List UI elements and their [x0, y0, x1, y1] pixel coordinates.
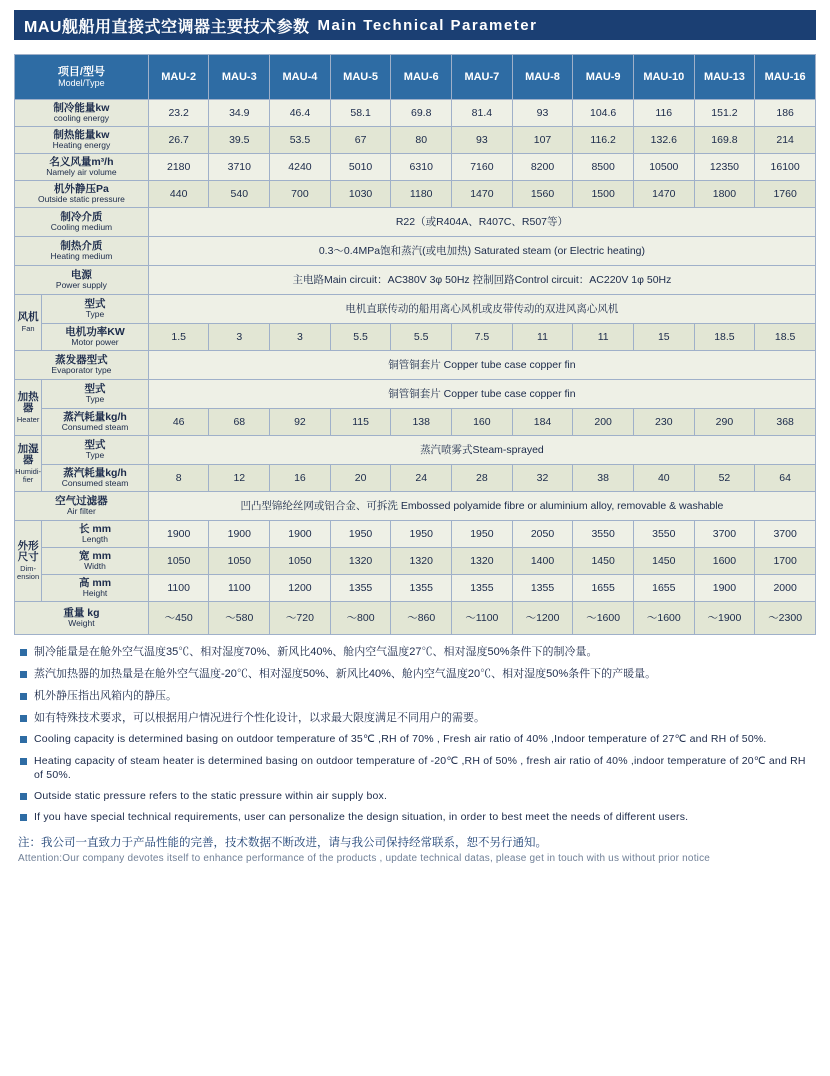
cell: 11: [573, 324, 634, 351]
header-model-10: MAU-16: [755, 55, 816, 100]
cell-power-supply: 主电路Main circuit：AC380V 3φ 50Hz 控制回路Control circuit：AC220V 1φ 50Hz: [148, 266, 815, 295]
cell: 92: [270, 409, 331, 436]
cell: 11: [512, 324, 573, 351]
cell: 26.7: [148, 127, 209, 154]
cell: 1800: [694, 181, 755, 208]
header-model-2: MAU-4: [270, 55, 331, 100]
cell: 1900: [148, 521, 209, 548]
cell-cooling-medium: R22（或R404A、R407C、R507等）: [148, 208, 815, 237]
cell: 1900: [270, 521, 331, 548]
cell: 3: [270, 324, 331, 351]
table-row: [15, 436, 816, 465]
cell: 169.8: [694, 127, 755, 154]
cell: ～1900: [694, 602, 755, 635]
row-label-air-filter: 空气过滤器 Air filter: [15, 492, 149, 521]
cell: 8500: [573, 154, 634, 181]
note-text: 制冷能量是在舱外空气温度35℃、相对湿度70%、新风比40%、舱内空气温度27℃、相对湿度50%条件下的制冷量。: [34, 646, 598, 658]
bullet-icon: [20, 715, 27, 722]
note-text: If you have special technical requirements, user can personalize the design situation, in order to best meet the needs of different users.: [34, 811, 689, 824]
cell: 116: [633, 100, 694, 127]
cell: 2180: [148, 154, 209, 181]
cell: 214: [755, 127, 816, 154]
cell: 1355: [330, 575, 391, 602]
table-row: [15, 492, 816, 521]
cell: 38: [573, 465, 634, 492]
cell: ～1100: [452, 602, 513, 635]
cell: 93: [452, 127, 513, 154]
cell: ～1200: [512, 602, 573, 635]
cell: 3700: [694, 521, 755, 548]
cell: 1320: [391, 548, 452, 575]
cell: 53.5: [270, 127, 331, 154]
cell: 200: [573, 409, 634, 436]
table-row: [15, 266, 816, 295]
table-row: [15, 351, 816, 380]
cell: 93: [512, 100, 573, 127]
cell: 23.2: [148, 100, 209, 127]
bullet-icon: [20, 671, 27, 678]
cell: ～800: [330, 602, 391, 635]
note-text: Outside static pressure refers to the static pressure within air supply box.: [34, 789, 388, 802]
row-label-heating-energy: 制热能量kw Heating energy: [15, 127, 149, 154]
cell: 1180: [391, 181, 452, 208]
footer-note-cn: 注：我公司一直致力于产品性能的完善，技术数据不断改进，请与我公司保持经常联系，恕不另行通知。: [18, 837, 547, 850]
cell: 1950: [330, 521, 391, 548]
cell: 540: [209, 181, 270, 208]
page-title-en: Main Technical Parameter: [317, 16, 538, 34]
cell: 67: [330, 127, 391, 154]
header-label-cn: 项目/型号: [57, 65, 105, 78]
row-label-power-supply: 电源 Power supply: [15, 266, 149, 295]
cell: 1450: [633, 548, 694, 575]
cell: 1900: [209, 521, 270, 548]
row-label-static-pressure: 机外静压Pa Outside static pressure: [15, 181, 149, 208]
cell: 8: [148, 465, 209, 492]
cell: 1200: [270, 575, 331, 602]
cell-humidifier-type: 蒸汽喷雾式Steam-sprayed: [148, 436, 815, 465]
cell: 20: [330, 465, 391, 492]
cell: 46: [148, 409, 209, 436]
cell: 80: [391, 127, 452, 154]
row-label-weight: 重量 kg Weight: [15, 602, 149, 635]
cell: 68: [209, 409, 270, 436]
cell: 700: [270, 181, 331, 208]
cell: 32: [512, 465, 573, 492]
cell: 28: [452, 465, 513, 492]
cell: ～450: [148, 602, 209, 635]
table-row: [15, 465, 816, 492]
cell: ～2300: [755, 602, 816, 635]
cell: 440: [148, 181, 209, 208]
cell: 151.2: [694, 100, 755, 127]
header-model-4: MAU-6: [391, 55, 452, 100]
cell: 3: [209, 324, 270, 351]
cell: 52: [694, 465, 755, 492]
row-label-length: 长 mm Length: [42, 521, 149, 548]
cell: 1100: [148, 575, 209, 602]
cell: 1050: [270, 548, 331, 575]
row-label-height: 高 mm Height: [42, 575, 149, 602]
note-text: Heating capacity of steam heater is determined basing on outdoor temperature of -20℃ ,RH of 50% , fresh air ratio of 40% ,indoor temperature of 20℃ and RH of 50%.: [34, 754, 806, 781]
cell-heating-medium: 0.3～0.4MPa饱和蒸汽(或电加热) Saturated steam (or Electric heating): [148, 237, 815, 266]
bullet-icon: [20, 814, 27, 821]
cell: 1655: [633, 575, 694, 602]
header-label-en: Model/Type: [58, 78, 105, 89]
cell: 115: [330, 409, 391, 436]
cell: 1470: [452, 181, 513, 208]
row-label-cooling-energy: 制冷能量kw cooling energy: [15, 100, 149, 127]
cell: 1050: [209, 548, 270, 575]
group-label-dimension: 外形尺寸 Dim-ension: [15, 521, 42, 602]
header-model-8: MAU-10: [633, 55, 694, 100]
note-item: [18, 789, 816, 803]
cell: 138: [391, 409, 452, 436]
cell: 69.8: [391, 100, 452, 127]
note-item: [18, 754, 816, 782]
table-row: [15, 575, 816, 602]
notes-list: [14, 645, 816, 824]
cell: 81.4: [452, 100, 513, 127]
cell: 16: [270, 465, 331, 492]
cell: 1900: [694, 575, 755, 602]
table-row: [15, 324, 816, 351]
header-model-9: MAU-13: [694, 55, 755, 100]
header-model-3: MAU-5: [330, 55, 391, 100]
cell: 18.5: [694, 324, 755, 351]
bullet-icon: [20, 649, 27, 656]
table-row: [15, 409, 816, 436]
cell: ～1600: [573, 602, 634, 635]
cell: 1500: [573, 181, 634, 208]
header-model-0: MAU-2: [148, 55, 209, 100]
cell: 1320: [452, 548, 513, 575]
cell: 3700: [755, 521, 816, 548]
cell: 107: [512, 127, 573, 154]
cell: ～580: [209, 602, 270, 635]
cell: 58.1: [330, 100, 391, 127]
cell: 186: [755, 100, 816, 127]
table-row: [15, 181, 816, 208]
note-text: 如有特殊技术要求，可以根据用户情况进行个性化设计，以求最大限度满足不同用户的需要。: [34, 711, 485, 724]
note-item: [18, 689, 816, 704]
cell: 64: [755, 465, 816, 492]
cell: 39.5: [209, 127, 270, 154]
cell: 12350: [694, 154, 755, 181]
cell: ～860: [391, 602, 452, 635]
note-item: [18, 667, 816, 682]
cell: 8200: [512, 154, 573, 181]
cell-fan-type: 电机直联传动的船用离心风机或皮带传动的双进风离心风机: [148, 295, 815, 324]
note-text: 机外静压指出风箱内的静压。: [34, 689, 177, 702]
row-label-fan-type: 型式 Type: [42, 295, 149, 324]
cell: 2050: [512, 521, 573, 548]
cell: 1600: [694, 548, 755, 575]
note-item: [18, 645, 816, 660]
table-row: [15, 380, 816, 409]
cell: 1760: [755, 181, 816, 208]
cell: 3550: [573, 521, 634, 548]
spec-table: [14, 54, 816, 635]
footer: [14, 834, 816, 864]
table-row: [15, 208, 816, 237]
cell: 1700: [755, 548, 816, 575]
table-row: [15, 295, 816, 324]
note-item: [18, 711, 816, 726]
header-model-6: MAU-8: [512, 55, 573, 100]
cell: 1655: [573, 575, 634, 602]
cell: 4240: [270, 154, 331, 181]
table-row: [15, 521, 816, 548]
header-model-7: MAU-9: [573, 55, 634, 100]
group-label-humidifier: 加湿器 Humidi-fier: [15, 436, 42, 492]
cell: 18.5: [755, 324, 816, 351]
bullet-icon: [20, 736, 27, 743]
cell: 230: [633, 409, 694, 436]
table-header-row: [15, 55, 816, 100]
table-row: [15, 237, 816, 266]
cell: 1355: [391, 575, 452, 602]
header-model-label: [15, 55, 149, 100]
header-model-1: MAU-3: [209, 55, 270, 100]
footer-note-en: Attention:Our company devotes itself to enhance performance of the products , update technical datas, please get in touch with us without prior notice: [18, 853, 711, 865]
cell: 184: [512, 409, 573, 436]
cell: 1560: [512, 181, 573, 208]
cell: 1400: [512, 548, 573, 575]
page-title-cn: MAU舰船用直接式空调器主要技术参数: [24, 18, 310, 36]
row-label-air-volume: 名义风量m³/h Namely air volume: [15, 154, 149, 181]
cell: 40: [633, 465, 694, 492]
cell: 5.5: [330, 324, 391, 351]
group-label-fan: 风机 Fan: [15, 295, 42, 351]
cell: 34.9: [209, 100, 270, 127]
cell: 368: [755, 409, 816, 436]
cell: 15: [633, 324, 694, 351]
cell: 10500: [633, 154, 694, 181]
cell: 46.4: [270, 100, 331, 127]
table-row: [15, 127, 816, 154]
row-label-evaporator-type: 蒸发器型式 Evaporator type: [15, 351, 149, 380]
cell-heater-type: 铜管铜套片 Copper tube case copper fin: [148, 380, 815, 409]
cell: 7160: [452, 154, 513, 181]
note-item: [18, 810, 816, 824]
cell: 6310: [391, 154, 452, 181]
header-model-5: MAU-7: [452, 55, 513, 100]
cell: 1320: [330, 548, 391, 575]
cell: ～1600: [633, 602, 694, 635]
row-label-heater-steam: 蒸汽耗量kg/h Consumed steam: [42, 409, 149, 436]
page-title: [14, 10, 816, 40]
bullet-icon: [20, 693, 27, 700]
cell: 1470: [633, 181, 694, 208]
cell: 116.2: [573, 127, 634, 154]
cell: 1950: [452, 521, 513, 548]
row-label-heating-medium: 制热介质 Heating medium: [15, 237, 149, 266]
cell: 104.6: [573, 100, 634, 127]
cell: 1100: [209, 575, 270, 602]
bullet-icon: [20, 793, 27, 800]
row-label-humidifier-type: 型式 Type: [42, 436, 149, 465]
table-row: [15, 602, 816, 635]
note-text: Cooling capacity is determined basing on outdoor temperature of 35℃ ,RH of 70% , Fresh air ratio of 40% ,Indoor temperature of 27℃ and RH of 50%.: [34, 733, 767, 746]
table-row: [15, 154, 816, 181]
table-row: [15, 100, 816, 127]
cell: 1.5: [148, 324, 209, 351]
cell-evaporator-type: 铜管铜套片 Copper tube case copper fin: [148, 351, 815, 380]
row-label-cooling-medium: 制冷介质 Cooling medium: [15, 208, 149, 237]
row-label-width: 宽 mm Width: [42, 548, 149, 575]
cell: 12: [209, 465, 270, 492]
cell: 5.5: [391, 324, 452, 351]
bullet-icon: [20, 758, 27, 765]
cell: ～720: [270, 602, 331, 635]
cell: 160: [452, 409, 513, 436]
row-label-motor-power: 电机功率KW Motor power: [42, 324, 149, 351]
cell: 1050: [148, 548, 209, 575]
cell: 132.6: [633, 127, 694, 154]
cell: 1355: [452, 575, 513, 602]
row-label-heater-type: 型式 Type: [42, 380, 149, 409]
cell: 5010: [330, 154, 391, 181]
cell: 290: [694, 409, 755, 436]
cell: 16100: [755, 154, 816, 181]
row-label-humidifier-steam: 蒸汽耗量kg/h Consumed steam: [42, 465, 149, 492]
cell: 1030: [330, 181, 391, 208]
cell: 3710: [209, 154, 270, 181]
note-text: 蒸汽加热器的加热量是在舱外空气温度-20℃、相对湿度50%、新风比40%、舱内空气温度20℃、相对湿度50%条件下的产暖量。: [34, 667, 657, 680]
note-item: [18, 732, 816, 746]
group-label-heater: 加热器 Heater: [15, 380, 42, 436]
cell-air-filter: 凹凸型锦纶丝网或铝合金、可拆洗 Embossed polyamide fibre or aluminium alloy, removable & washable: [148, 492, 815, 521]
cell: 7.5: [452, 324, 513, 351]
cell: 1950: [391, 521, 452, 548]
cell: 2000: [755, 575, 816, 602]
cell: 1355: [512, 575, 573, 602]
cell: 1450: [573, 548, 634, 575]
cell: 3550: [633, 521, 694, 548]
table-row: [15, 548, 816, 575]
cell: 24: [391, 465, 452, 492]
